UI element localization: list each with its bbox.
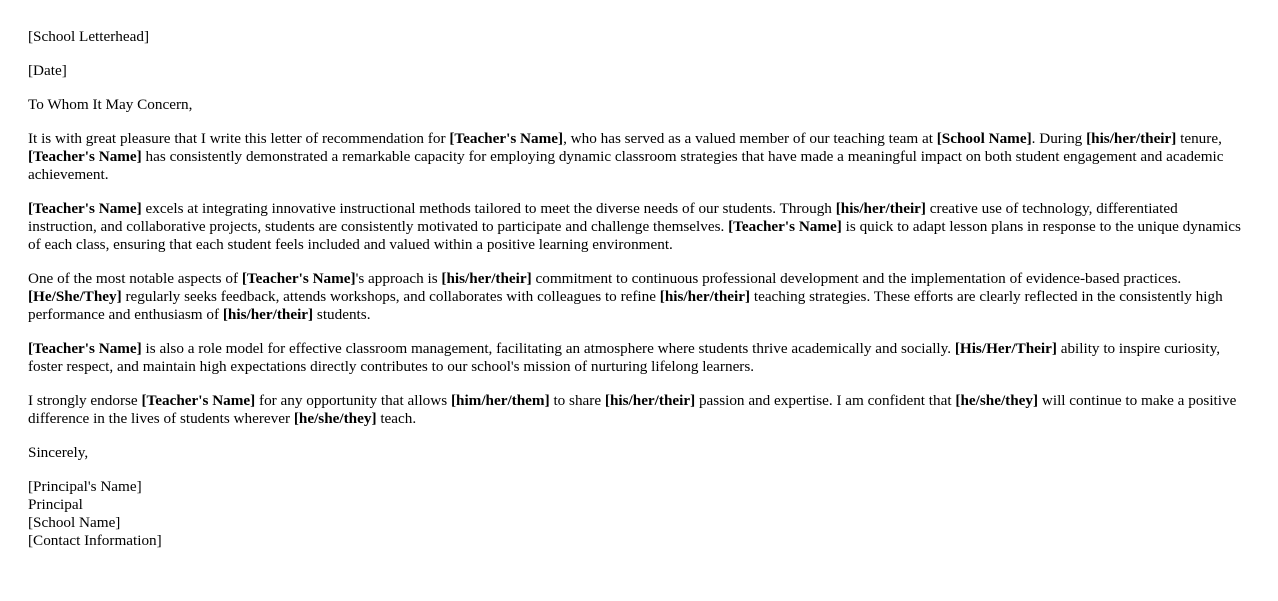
- closing: Sincerely,: [28, 444, 89, 461]
- text-run: It is with great pleasure that I write this letter of recommendation for: [28, 130, 450, 147]
- body-paragraph: [28, 200, 1250, 254]
- text-run: creative use of technology, differentiated instruction, and collaborative projects, students are consistently motivated to participate and challenge themselves.: [28, 200, 1178, 235]
- placeholder-field: [his/her/their]: [441, 270, 532, 287]
- salutation: To Whom It May Concern,: [28, 96, 193, 113]
- placeholder-field: [his/her/their]: [659, 288, 751, 305]
- text-run: 's approach is: [355, 270, 442, 287]
- placeholder-field: [His/Her/Their]: [954, 340, 1057, 357]
- signature-school: [School Name]: [28, 514, 121, 531]
- text-run: . During: [1031, 130, 1087, 147]
- placeholder-field: [Teacher's Name]: [241, 270, 356, 287]
- text-run: for any opportunity that allows: [255, 392, 451, 409]
- placeholder-field: [his/her/their]: [835, 200, 926, 217]
- text-run: ability to inspire curiosity, foster respect, and maintain high expectations directly contributes to our school's mission of nurturing lifelong learners.: [28, 340, 1221, 375]
- text-run: teaching strategies. These efforts are clearly reflected in the consistently high performance and enthusiasm of: [28, 288, 1223, 323]
- body-paragraph: [28, 392, 1250, 428]
- text-run: is quick to adapt lesson plans in response to the unique dynamics of each class, ensuring that each student feels included and valued within a positive learning environment.: [28, 218, 1241, 253]
- placeholder-field: [his/her/their]: [222, 306, 314, 323]
- letter-date: [Date]: [28, 62, 67, 79]
- placeholder-field: [Teacher's Name]: [728, 218, 842, 235]
- text-run: passion and expertise. I am confident that: [695, 392, 956, 409]
- letter: [28, 28, 1250, 566]
- text-run: , who has served as a valued member of our teaching team at: [563, 130, 937, 147]
- body-paragraph: [28, 270, 1250, 324]
- placeholder-field: [Teacher's Name]: [449, 130, 564, 147]
- text-run: One of the most notable aspects of: [28, 270, 242, 287]
- placeholder-field: [School Name]: [936, 130, 1032, 147]
- text-run: teach.: [376, 410, 417, 427]
- signature-title: Principal: [28, 496, 83, 513]
- text-run: students.: [313, 306, 371, 323]
- placeholder-field: [he/she/they]: [293, 410, 377, 427]
- body-paragraph: [28, 130, 1250, 184]
- text-run: will continue to make a positive difference in the lives of students wherever: [28, 392, 1237, 427]
- placeholder-field: [his/her/their]: [604, 392, 696, 409]
- placeholder-field: [Teacher's Name]: [28, 340, 142, 357]
- text-run: tenure,: [1176, 130, 1222, 147]
- text-run: regularly seeks feedback, attends workshops, and collaborates with colleagues to refine: [121, 288, 660, 305]
- placeholder-field: [he/she/they]: [955, 392, 1039, 409]
- signature-name: [Principal's Name]: [28, 478, 142, 495]
- text-run: excels at integrating innovative instructional methods tailored to meet the diverse needs of our students. Through: [141, 200, 836, 217]
- signature-contact: [Contact Information]: [28, 532, 162, 549]
- text-run: is also a role model for effective classroom management, facilitating an atmosphere where students thrive academically and socially.: [141, 340, 955, 357]
- text-run: commitment to continuous professional development and the implementation of evidence-based practices.: [531, 270, 1182, 287]
- placeholder-field: [his/her/their]: [1086, 130, 1177, 147]
- letterhead: [School Letterhead]: [28, 28, 150, 45]
- placeholder-field: [Teacher's Name]: [28, 148, 142, 165]
- text-run: I strongly endorse: [28, 392, 142, 409]
- placeholder-field: [He/She/They]: [28, 288, 122, 305]
- placeholder-field: [him/her/them]: [450, 392, 550, 409]
- placeholder-field: [Teacher's Name]: [141, 392, 256, 409]
- body-paragraph: [28, 340, 1250, 376]
- signature-block: [28, 478, 1250, 550]
- text-run: has consistently demonstrated a remarkable capacity for employing dynamic classroom strategies that have made a meaningful impact on both student engagement and academic achievement.: [28, 148, 1224, 183]
- placeholder-field: [Teacher's Name]: [28, 200, 142, 217]
- text-run: to share: [549, 392, 605, 409]
